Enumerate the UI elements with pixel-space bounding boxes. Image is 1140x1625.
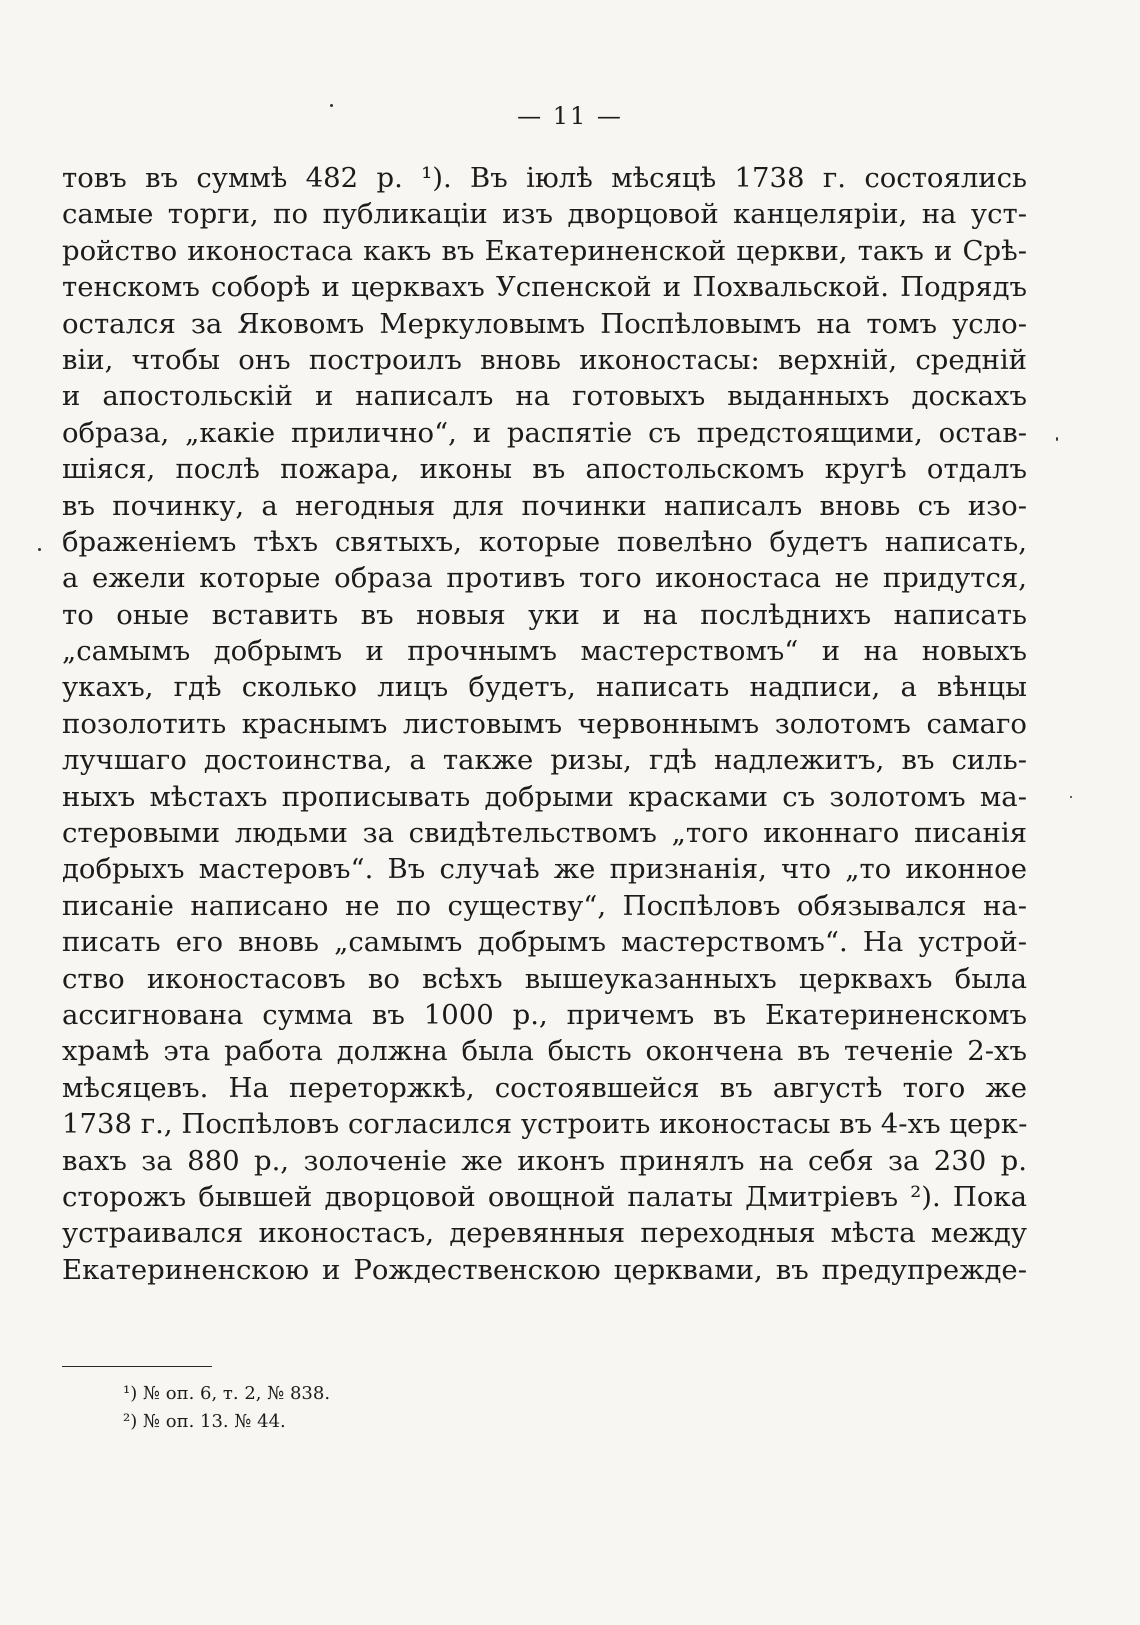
footnotes — [123, 1380, 723, 1436]
scan-speck — [330, 104, 333, 107]
text-line: позолотить краснымъ листовымъ червоннымъ золотомъ самаго — [62, 707, 1027, 740]
text-line: и апостольскій и написалъ на готовыхъ выданныхъ доскахъ — [62, 380, 1027, 413]
text-line: віи, чтобы онъ построилъ вновь иконостасы: верхній, средній — [62, 343, 1027, 376]
footnote-text: № оп. 6, т. 2, № 838. — [142, 1383, 331, 1404]
text-line: Екатериненскою и Рождественскою церквами, въ предупрежде- — [62, 1253, 1027, 1286]
page-number: — 11 — — [517, 102, 623, 130]
text-line: ство иконостасовъ во всѣхъ вышеуказанныхъ церквахъ была — [62, 962, 1027, 995]
text-line: образа, „какіе прилично“, и распятіе съ предстоящими, остав- — [62, 416, 1027, 449]
text-line: вахъ за 880 р., золоченіе же иконъ принялъ на себя за 230 р. — [62, 1144, 1027, 1177]
footnote — [123, 1408, 723, 1436]
text-line: въ починку, а негодныя для починки написалъ вновь съ изо- — [62, 489, 1027, 522]
text-line: храмѣ эта работа должна была бысть окончена въ теченіе 2-хъ — [62, 1035, 1027, 1068]
footnote — [123, 1380, 723, 1408]
text-line: браженіемъ тѣхъ святыхъ, которые повелѣно будетъ написать, — [62, 525, 1027, 558]
text-line: ныхъ мѣстахъ прописывать добрыми красками съ золотомъ ма- — [62, 780, 1027, 813]
text-line: лучшаго достоинства, а также ризы, гдѣ надлежитъ, въ силь- — [62, 744, 1027, 777]
text-line: мѣсяцевъ. На переторжкѣ, состоявшейся въ августѣ того же — [62, 1071, 1027, 1104]
text-line: шіяся, послѣ пожара, иконы въ апостольскомъ кругѣ отдалъ — [62, 453, 1027, 486]
text-line: устраивался иконостасъ, деревянныя переходныя мѣста между — [62, 1217, 1027, 1250]
text-line: самые торги, по публикаціи изъ дворцовой канцеляріи, на уст- — [62, 198, 1027, 231]
scan-speck — [38, 548, 41, 551]
text-line: добрыхъ мастеровъ“. Въ случаѣ же признанія, что „то иконное — [62, 853, 1027, 886]
text-line: „самымъ добрымъ и прочнымъ мастерствомъ“ и на новыхъ — [62, 635, 1027, 668]
footnote-divider — [62, 1366, 212, 1367]
footnote-mark: ²) — [123, 1411, 138, 1432]
scan-speck — [1056, 437, 1058, 441]
body-text — [62, 160, 1027, 1288]
text-line: а ежели которые образа противъ того иконостаса не придутся, — [62, 562, 1027, 595]
text-line: сторожъ бывшей дворцовой овощной палаты Дмитріевъ ²). Пока — [62, 1180, 1027, 1213]
text-line: ройство иконостаса какъ въ Екатериненской церкви, такъ и Срѣ- — [62, 234, 1027, 267]
footnote-text: № оп. 13. № 44. — [142, 1411, 286, 1432]
text-line: товъ въ суммѣ 482 р. ¹). Въ іюлѣ мѣсяцѣ 1738 г. состоялись — [62, 162, 1027, 194]
footnote-mark: ¹) — [123, 1383, 138, 1404]
text-line: стеровыми людьми за свидѣтельствомъ „того иконнаго писанія — [62, 817, 1027, 850]
text-line: писать его вновь „самымъ добрымъ мастерствомъ“. На устрой- — [62, 926, 1027, 959]
text-line: то оные вставить въ новыя уки и на послѣднихъ написать — [62, 598, 1027, 631]
text-line: писаніе написано не по существу“, Поспѣловъ обязывался на- — [62, 889, 1027, 922]
scan-speck — [1070, 796, 1072, 798]
text-line: укахъ, гдѣ сколько лицъ будетъ, написать надписи, а вѣнцы — [62, 671, 1027, 704]
text-line: ассигнована сумма въ 1000 р., причемъ въ Екатериненскомъ — [62, 998, 1027, 1031]
text-line: тенскомъ соборѣ и церквахъ Успенской и Похвальской. Подрядъ — [62, 271, 1027, 304]
text-line: 1738 г., Поспѣловъ согласился устроить иконостасы въ 4-хъ церк- — [62, 1108, 1028, 1141]
text-line: остался за Яковомъ Меркуловымъ Поспѣловымъ на томъ усло- — [62, 307, 1027, 340]
